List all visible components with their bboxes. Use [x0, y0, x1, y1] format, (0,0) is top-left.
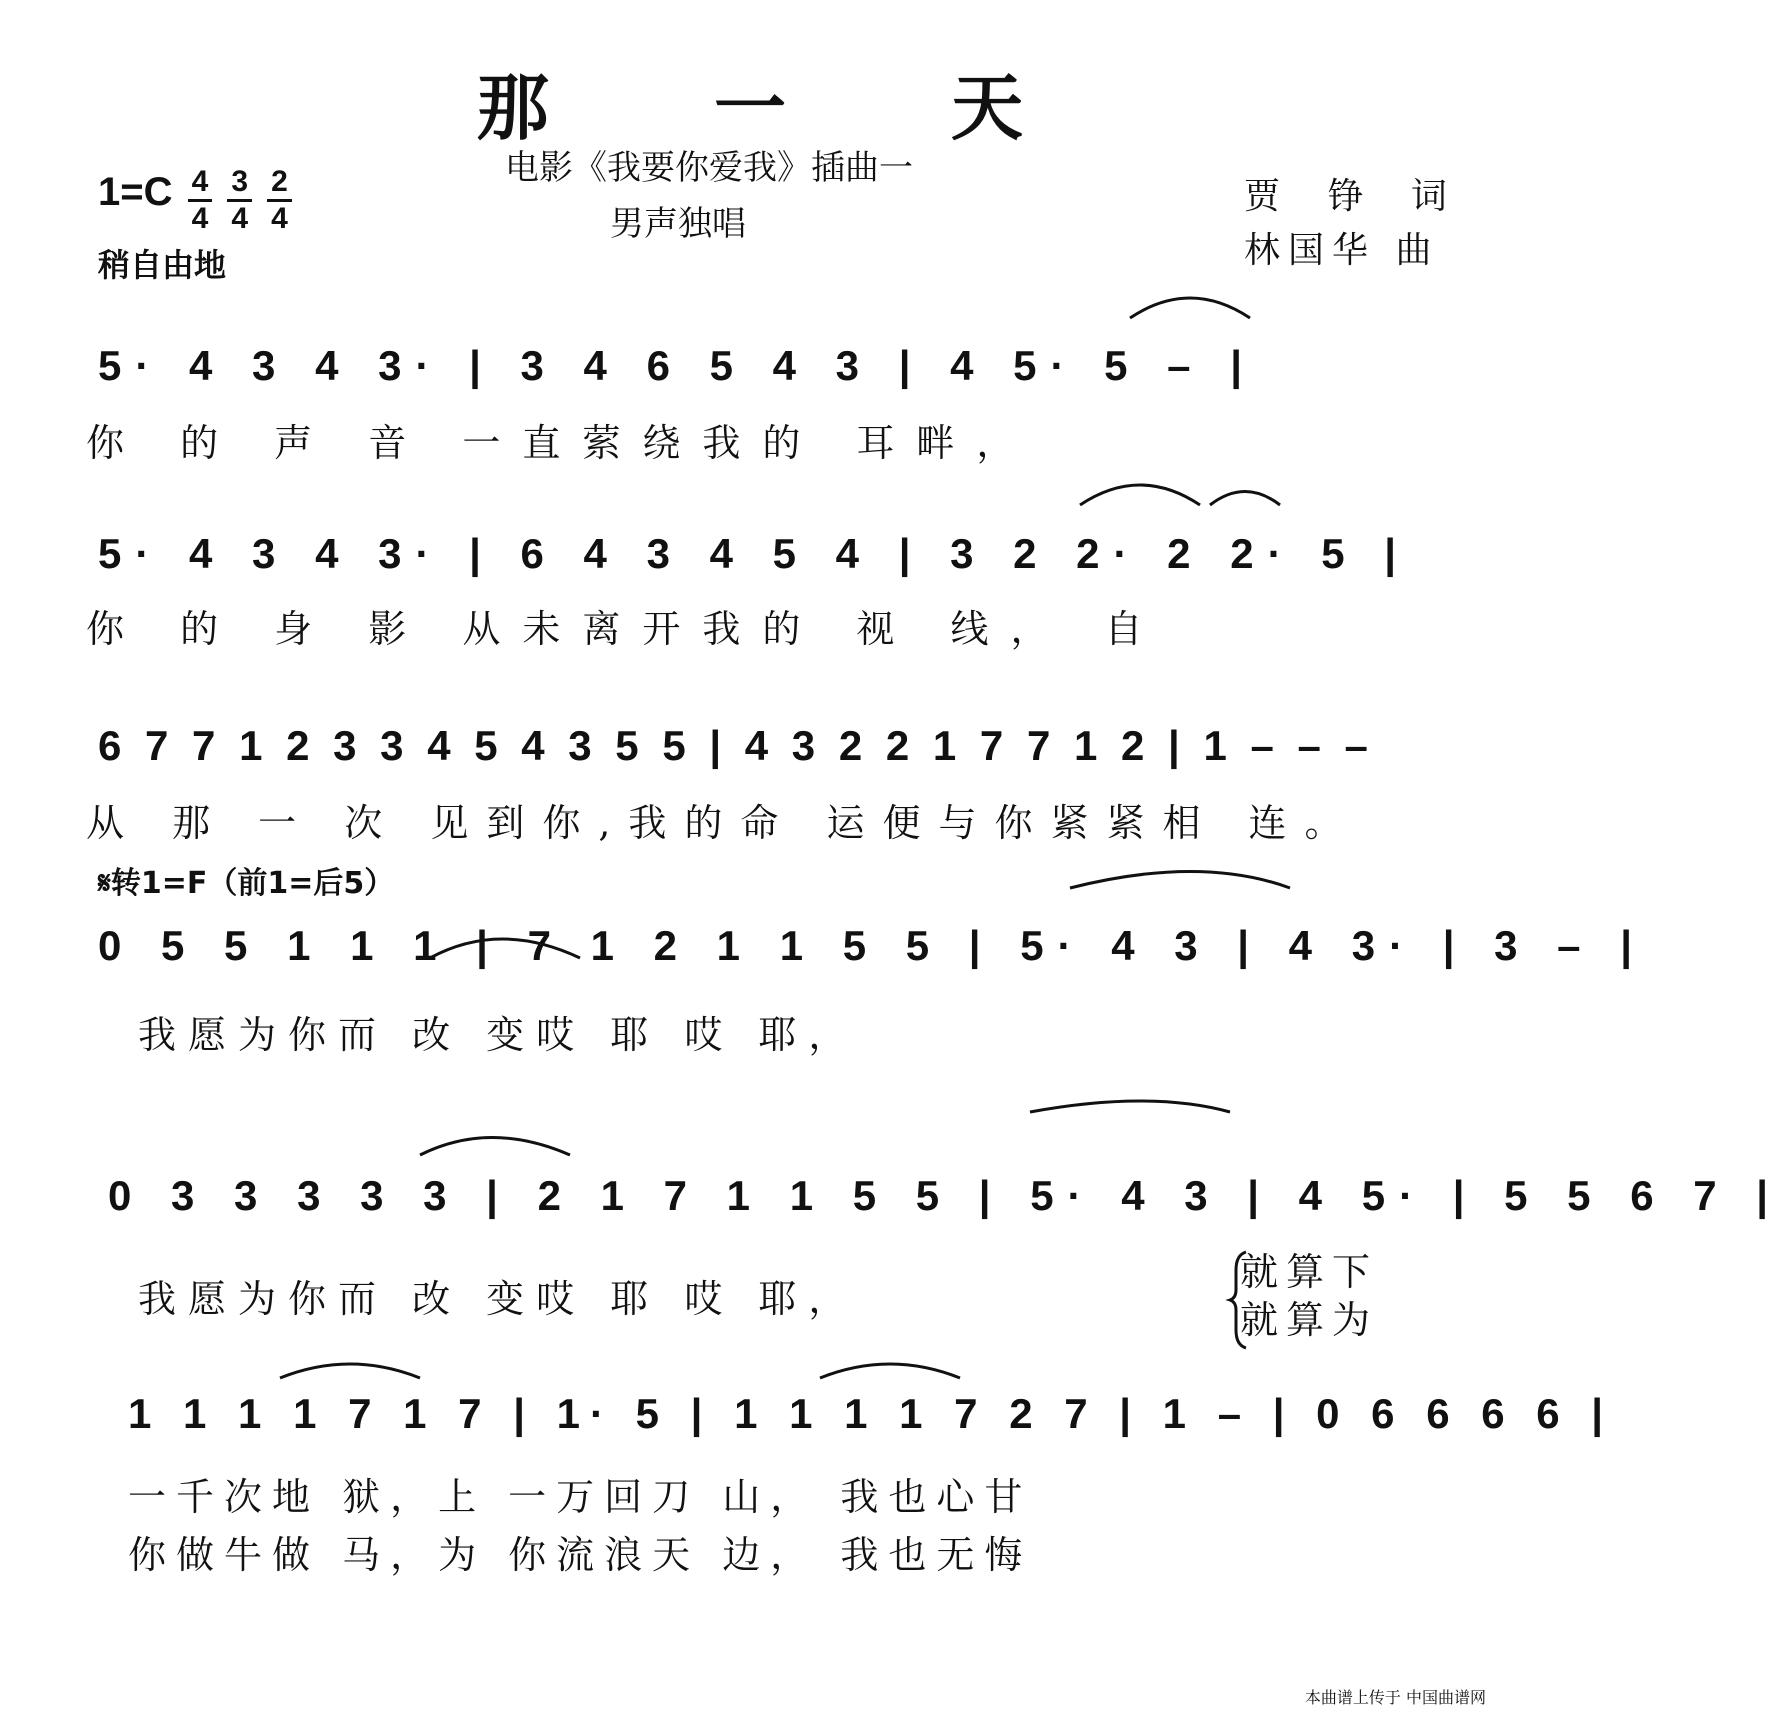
notation-line-3: 6 7 7 1 2 3 3 4 5 4 3 5 5 | 4 3 2 2 1 7 7 1 2 | 1 – – – [98, 722, 1374, 769]
subtitle: 电影《我要你爱我》插曲一 [505, 148, 913, 188]
lyrics-line-5: 我愿为你而 改 变哎 耶 哎 耶， [138, 1277, 859, 1321]
lyrics-line-2: 你 的 身 影 从未离开我的 视 线， 自 [86, 607, 1165, 651]
notation-line-4: 0 5 5 1 1 1 | 7 1 2 1 1 5 5 | 5· 4 3 | 4 3· | 3 – | [98, 922, 1646, 969]
modulation-marking: 𝄋转1=F（前1=后5） [98, 866, 395, 901]
key-signature: 1=C [98, 170, 173, 214]
notation-line-6: 1 1 1 1 7 1 7 | 1· 5 | 1 1 1 1 7 2 7 | 1 – | 0 6 6 6 6 | [128, 1390, 1614, 1437]
lyricist: 贾 铮 词 [1244, 176, 1465, 217]
notation-line-1: 5· 4 3 4 3· | 3 4 6 5 4 3 | 4 5· 5 – | [98, 342, 1256, 389]
performer: 男声独唱 [610, 204, 746, 244]
bracket-lyric-1: 就算下 [1240, 1250, 1379, 1294]
meter-1: $\frac{4}{4}$ [188, 165, 213, 236]
composer: 林国华 曲 [1244, 230, 1440, 271]
notation-line-2: 5· 4 3 4 3· | 6 4 3 4 5 4 | 3 2 2· 2 2· 5 | [98, 530, 1411, 577]
lyrics-line-4: 我愿为你而 改 变哎 耶 哎 耶， [138, 1013, 859, 1057]
meter-3: $\frac{2}{4}$ [267, 165, 292, 236]
lyrics-line-6b: 你做牛做 马，为 你流浪天 边， 我也无悔 [128, 1533, 1033, 1577]
tempo-marking: 稍自由地 [98, 246, 227, 284]
lyrics-line-3: 从 那 一 次 见到你,我的命 运便与你紧紧相 连。 [86, 801, 1361, 845]
lyrics-line-6a: 一千次地 狱，上 一万回刀 山， 我也心甘 [128, 1475, 1033, 1519]
footer-credit: 本曲谱上传于 中国曲谱网 [1304, 1688, 1486, 1707]
meter-2: $\frac{3}{4}$ [227, 165, 252, 236]
song-title: 那 一 天 [476, 65, 1094, 150]
bracket-lyric-2: 就算为 [1240, 1298, 1379, 1342]
notation-line-5: 0 3 3 3 3 3 | 2 1 7 1 1 5 5 | 5· 4 3 | 4 5· | 5 5 6 7 | [108, 1172, 1782, 1219]
lyrics-line-1: 你 的 声 音 一直萦绕我的 耳畔， [86, 421, 1037, 465]
